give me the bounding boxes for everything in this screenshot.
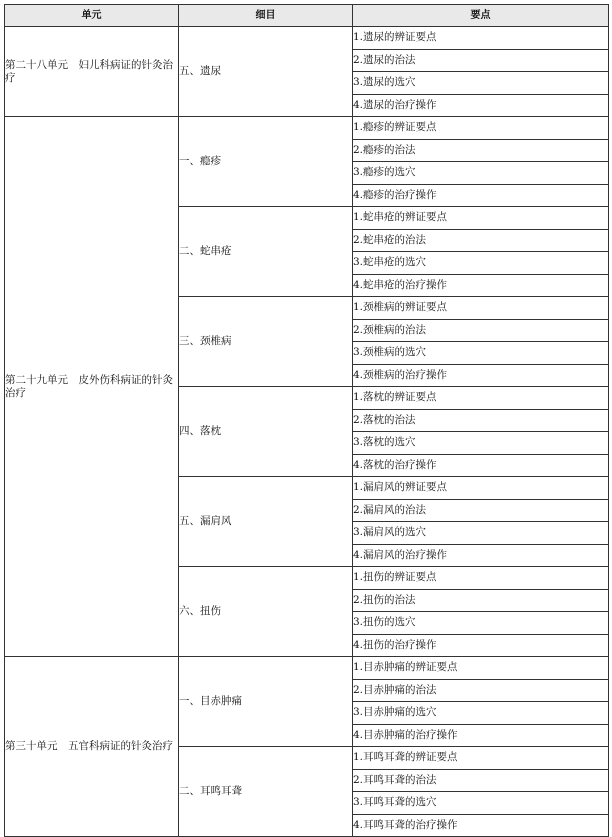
point-cell: 1.落枕的辨证要点: [353, 387, 609, 410]
unit-cell: 第二十九单元 皮外伤科病证的针灸治疗: [5, 117, 179, 657]
table-row: [5, 657, 609, 680]
point-cell: 3.漏肩风的选穴: [353, 522, 609, 545]
point-cell: 2.目赤肿痛的治法: [353, 679, 609, 702]
point-cell: 3.瘾疹的选穴: [353, 162, 609, 185]
point-cell: 2.扭伤的治法: [353, 589, 609, 612]
point-cell: 2.漏肩风的治法: [353, 499, 609, 522]
point-cell: 2.颈椎病的治法: [353, 319, 609, 342]
point-cell: 3.落枕的选穴: [353, 432, 609, 455]
point-cell: 2.遗尿的治法: [353, 49, 609, 72]
point-cell: 4.扭伤的治疗操作: [353, 634, 609, 657]
point-cell: 1.颈椎病的辨证要点: [353, 297, 609, 320]
item-cell: 四、落枕: [179, 387, 353, 477]
point-cell: 1.扭伤的辨证要点: [353, 567, 609, 590]
point-cell: 2.蛇串疮的治法: [353, 229, 609, 252]
point-cell: 3.耳鸣耳聋的选穴: [353, 792, 609, 815]
point-cell: 4.漏肩风的治疗操作: [353, 544, 609, 567]
point-cell: 4.瘾疹的治疗操作: [353, 184, 609, 207]
point-cell: 4.目赤肿痛的治疗操作: [353, 724, 609, 747]
point-cell: 1.目赤肿痛的辨证要点: [353, 657, 609, 680]
item-cell: 二、耳鸣耳聋: [179, 747, 353, 837]
syllabus-table: [4, 4, 609, 837]
point-cell: 4.蛇串疮的治疗操作: [353, 274, 609, 297]
point-cell: 3.遗尿的选穴: [353, 72, 609, 95]
point-cell: 4.颈椎病的治疗操作: [353, 364, 609, 387]
point-cell: 4.遗尿的治疗操作: [353, 94, 609, 117]
table-body: [5, 27, 609, 837]
header-row: [5, 5, 609, 27]
item-cell: 三、颈椎病: [179, 297, 353, 387]
item-cell: 五、漏肩风: [179, 477, 353, 567]
point-cell: 1.遗尿的辨证要点: [353, 27, 609, 50]
point-cell: 3.颈椎病的选穴: [353, 342, 609, 365]
item-cell: 五、遗尿: [179, 27, 353, 117]
point-cell: 3.目赤肿痛的选穴: [353, 702, 609, 725]
unit-cell: 第三十单元 五官科病证的针灸治疗: [5, 657, 179, 837]
point-cell: 2.耳鸣耳聋的治法: [353, 769, 609, 792]
point-cell: 3.扭伤的选穴: [353, 612, 609, 635]
point-cell: 1.耳鸣耳聋的辨证要点: [353, 747, 609, 770]
point-cell: 2.落枕的治法: [353, 409, 609, 432]
table-row: [5, 117, 609, 140]
point-cell: 3.蛇串疮的选穴: [353, 252, 609, 275]
point-cell: 2.瘾疹的治法: [353, 139, 609, 162]
header-item: 细目: [179, 5, 353, 27]
header-point: 要点: [353, 5, 609, 27]
item-cell: 一、目赤肿痛: [179, 657, 353, 747]
point-cell: 1.蛇串疮的辨证要点: [353, 207, 609, 230]
item-cell: 一、瘾疹: [179, 117, 353, 207]
table-row: [5, 27, 609, 50]
point-cell: 4.耳鸣耳聋的治疗操作: [353, 814, 609, 837]
point-cell: 1.瘾疹的辨证要点: [353, 117, 609, 140]
header-unit: 单元: [5, 5, 179, 27]
item-cell: 二、蛇串疮: [179, 207, 353, 297]
unit-cell: 第二十八单元 妇儿科病证的针灸治疗: [5, 27, 179, 117]
item-cell: 六、扭伤: [179, 567, 353, 657]
point-cell: 4.落枕的治疗操作: [353, 454, 609, 477]
point-cell: 1.漏肩风的辨证要点: [353, 477, 609, 500]
